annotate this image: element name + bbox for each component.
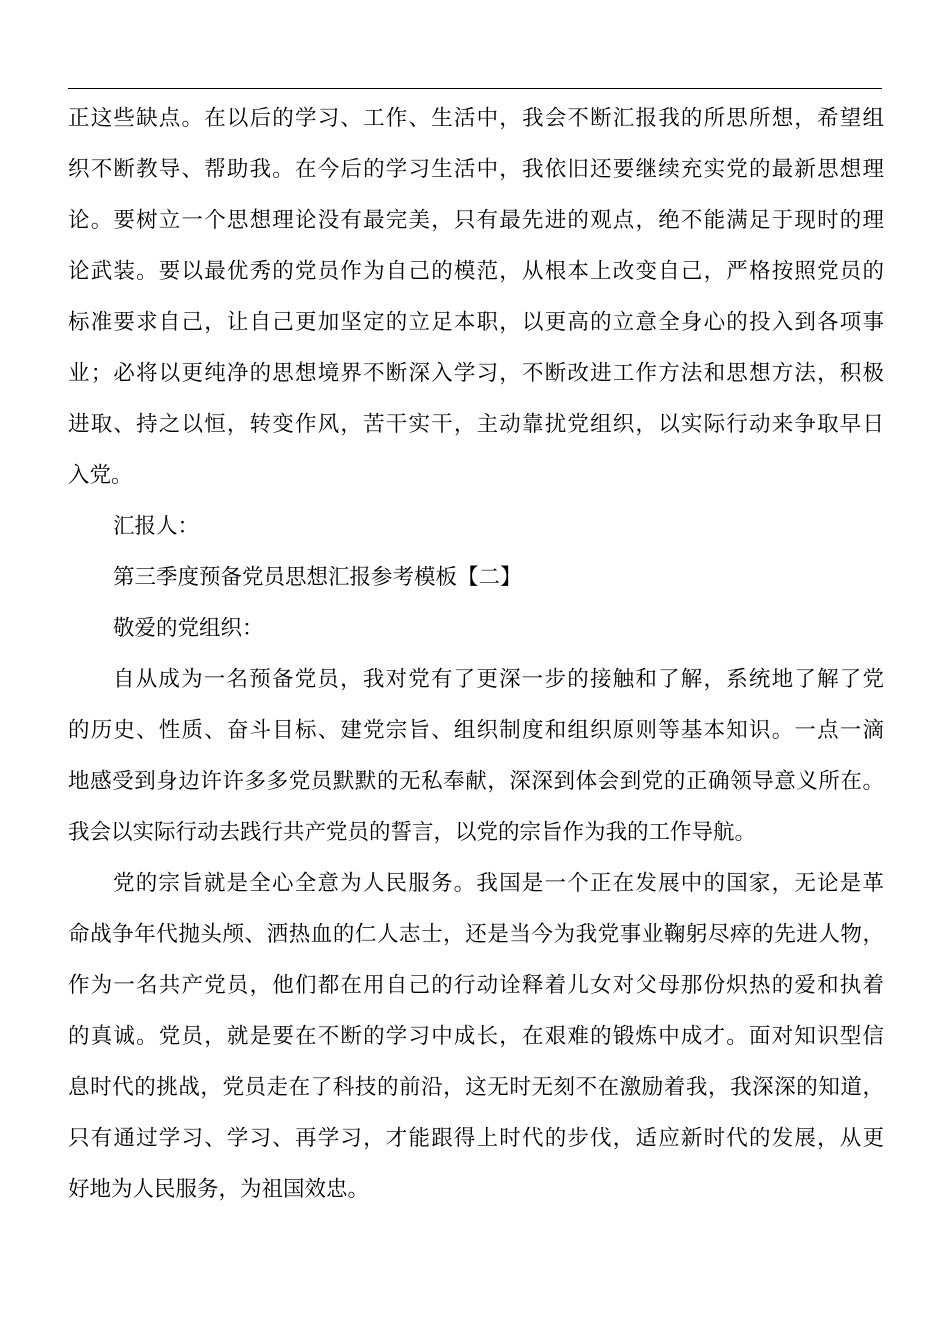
paragraph-body-1 <box>68 654 884 858</box>
paragraph-heading <box>68 552 884 603</box>
text-line: 正这些缺点。在以后的学习、工作、生活中，我会不断汇报我的所思所想，希望组 <box>68 106 884 131</box>
document-body <box>68 93 884 1215</box>
section-heading: 第三季度预备党员思想汇报参考模板【二】 <box>113 565 522 590</box>
text-line: 作为一名共产党员，他们都在用自己的行动诠释着儿女对父母那份炽热的爱和执着 <box>68 973 884 998</box>
paragraph-body-2 <box>68 858 884 1215</box>
text-line: 织不断教导、帮助我。在今后的学习生活中，我依旧还要继续充实党的最新思想理 <box>68 157 884 182</box>
text-line: 好地为人民服务，为祖国效忠。 <box>68 1177 370 1202</box>
text-line: 息时代的挑战，党员走在了科技的前沿，这无时无刻不在激励着我，我深深的知道， <box>68 1075 884 1100</box>
header-rule <box>68 88 882 89</box>
text-line: 入党。 <box>68 463 133 488</box>
text-line: 只有通过学习、学习、再学习，才能跟得上时代的步伐，适应新时代的发展，从更 <box>68 1126 884 1151</box>
paragraph-reporter <box>68 501 884 552</box>
salutation: 敬爱的党组织： <box>113 616 264 641</box>
text-line: 自从成为一名预备党员，我对党有了更深一步的接触和了解，系统地了解了党 <box>113 667 884 692</box>
text-line: 业；必将以更纯净的思想境界不断深入学习，不断改进工作方法和思想方法，积极 <box>68 361 884 386</box>
text-line: 的历史、性质、奋斗目标、建党宗旨、组织制度和组织原则等基本知识。一点一滴 <box>68 718 884 743</box>
text-line: 标准要求自己，让自己更加坚定的立足本职，以更高的立意全身心的投入到各项事 <box>68 310 884 335</box>
text-line: 的真诚。党员，就是要在不断的学习中成长，在艰难的锻炼中成才。面对知识型信 <box>68 1024 884 1049</box>
paragraph-salutation <box>68 603 884 654</box>
text-line: 我会以实际行动去践行共产党员的誓言，以党的宗旨作为我的工作导航。 <box>68 820 757 845</box>
text-line: 地感受到身边许许多多党员默默的无私奉献，深深到体会到党的正确领导意义所在。 <box>68 769 884 794</box>
text-line: 进取、持之以恒，转变作风，苦干实干，主动靠扰党组织，以实际行动来争取早日 <box>68 412 884 437</box>
reporter-label: 汇报人： <box>113 514 200 539</box>
text-line: 命战争年代抛头颅、洒热血的仁人志士，还是当今为我党事业鞠躬尽瘁的先进人物， <box>68 922 884 947</box>
text-line: 党的宗旨就是全心全意为人民服务。我国是一个正在发展中的国家，无论是革 <box>113 871 884 896</box>
paragraph-continuation <box>68 93 884 501</box>
text-line: 论。要树立一个思想理论没有最完美，只有最先进的观点，绝不能满足于现时的理 <box>68 208 884 233</box>
text-line: 论武装。要以最优秀的党员作为自己的模范，从根本上改变自己，严格按照党员的 <box>68 259 884 284</box>
